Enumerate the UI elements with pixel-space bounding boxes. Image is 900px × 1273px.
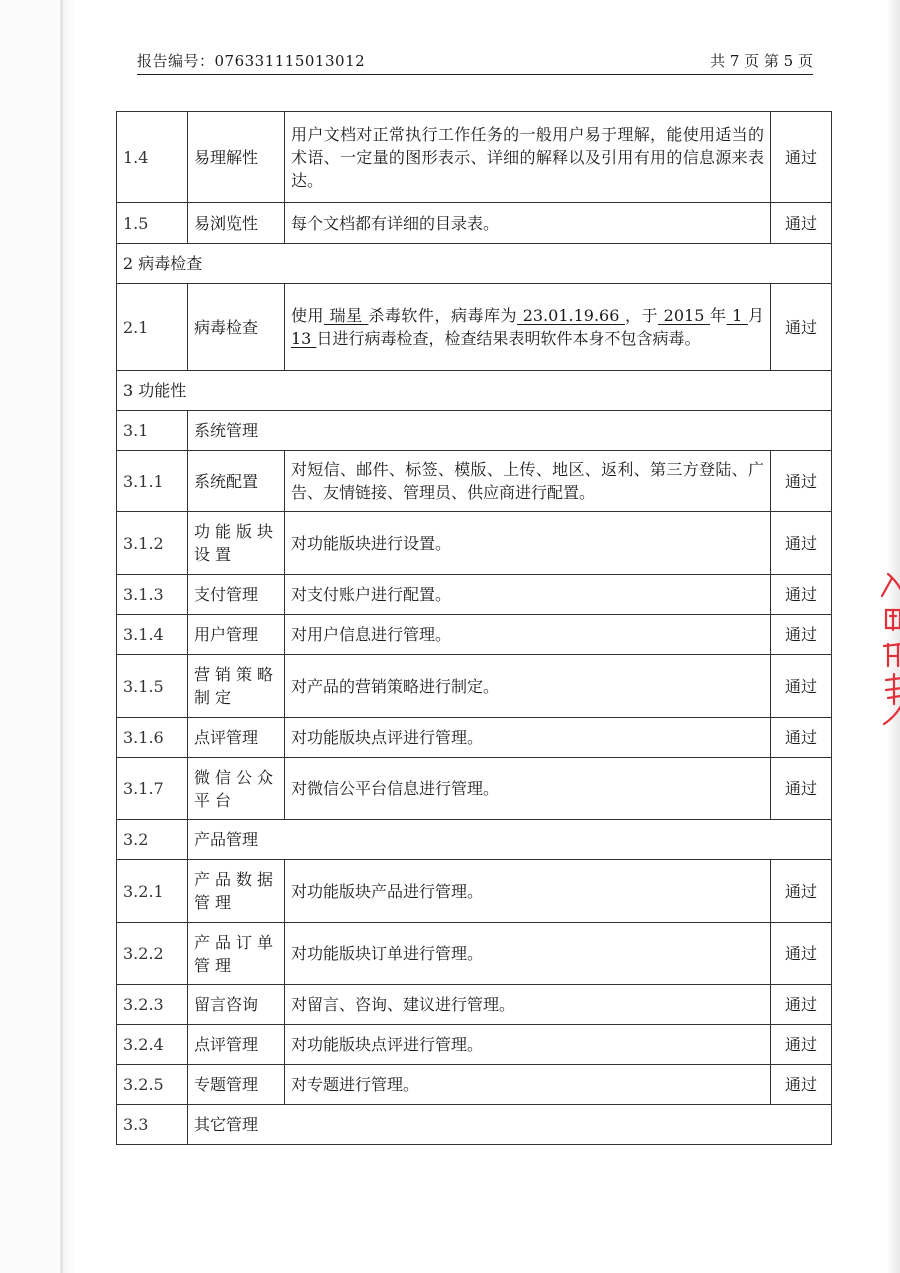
item-description: 对微信公平台信息进行管理。 — [285, 758, 771, 820]
item-number: 3.2.5 — [117, 1065, 188, 1105]
subsection-title: 产品管理 — [188, 820, 832, 860]
item-result: 通过 — [771, 1025, 832, 1065]
table-row — [117, 1025, 832, 1065]
table-row — [117, 512, 832, 575]
item-name: 支付管理 — [188, 575, 285, 615]
subsection-title: 其它管理 — [188, 1105, 832, 1145]
red-seal-stamp — [868, 570, 900, 730]
table-row — [117, 985, 832, 1025]
item-name: 功能版块设置 — [188, 512, 285, 575]
test-result-table — [116, 111, 832, 1145]
table-row — [117, 615, 832, 655]
subsection-row — [117, 820, 832, 860]
item-name: 营销策略制定 — [188, 655, 285, 718]
item-result: 通过 — [771, 758, 832, 820]
item-description: 对专题进行管理。 — [285, 1065, 771, 1105]
item-result: 通过 — [771, 1065, 832, 1105]
item-result: 通过 — [771, 718, 832, 758]
desc-text: 杀毒软件，病毒库为 — [368, 306, 518, 325]
item-name: 病毒检查 — [188, 284, 285, 371]
page-info: 共 7 页 第 5 页 — [710, 52, 813, 70]
item-number: 3.1.6 — [117, 718, 188, 758]
scan-left-edge — [0, 0, 76, 1273]
item-result: 通过 — [771, 860, 832, 923]
item-number: 3.3 — [117, 1105, 188, 1145]
item-result: 通过 — [771, 923, 832, 985]
check-day: 13 — [291, 329, 317, 348]
subsection-row — [117, 411, 832, 451]
item-result: 通过 — [771, 112, 832, 203]
item-description: 对支付账户进行配置。 — [285, 575, 771, 615]
item-name: 易理解性 — [188, 112, 285, 203]
section-title: 3 功能性 — [117, 371, 832, 411]
desc-text: ，于 — [625, 306, 659, 325]
item-number: 3.1.4 — [117, 615, 188, 655]
item-result: 通过 — [771, 615, 832, 655]
desc-text: 月 — [747, 306, 764, 325]
item-number: 2.1 — [117, 284, 188, 371]
antivirus-name: 瑞星 — [324, 306, 369, 325]
item-name: 点评管理 — [188, 718, 285, 758]
item-description: 对功能版块产品进行管理。 — [285, 860, 771, 923]
item-number: 3.1.7 — [117, 758, 188, 820]
item-name: 系统配置 — [188, 451, 285, 512]
item-result: 通过 — [771, 451, 832, 512]
section-row — [117, 371, 832, 411]
item-description: 对功能版块点评进行管理。 — [285, 1025, 771, 1065]
item-result: 通过 — [771, 512, 832, 575]
item-name: 微信公众平台 — [188, 758, 285, 820]
desc-text: 日进行病毒检查，检查结果表明软件本身不包含病毒。 — [316, 329, 701, 348]
item-number: 3.1.3 — [117, 575, 188, 615]
subsection-title: 系统管理 — [188, 411, 832, 451]
item-name: 产品订单管理 — [188, 923, 285, 985]
table-row — [117, 575, 832, 615]
item-description: 每个文档都有详细的目录表。 — [285, 203, 771, 244]
item-number: 3.1.1 — [117, 451, 188, 512]
section-title: 2 病毒检查 — [117, 244, 832, 284]
item-result: 通过 — [771, 575, 832, 615]
item-description: 对用户信息进行管理。 — [285, 615, 771, 655]
item-name: 产品数据管理 — [188, 860, 285, 923]
item-result: 通过 — [771, 985, 832, 1025]
item-description: 对短信、邮件、标签、模版、上传、地区、返利、第三方登陆、广告、友情链接、管理员、供应商进行配置。 — [285, 451, 771, 512]
item-number: 3.1.5 — [117, 655, 188, 718]
item-number: 3.2.1 — [117, 860, 188, 923]
section-row — [117, 244, 832, 284]
item-result: 通过 — [771, 203, 832, 244]
item-description: 用户文档对正常执行工作任务的一般用户易于理解，能使用适当的术语、一定量的图形表示、详细的解释以及引用有用的信息源来表达。 — [285, 112, 771, 203]
table-row — [117, 923, 832, 985]
page-header — [137, 48, 813, 75]
desc-text: 使用 — [291, 306, 325, 325]
item-name: 专题管理 — [188, 1065, 285, 1105]
desc-text: 年 — [710, 306, 727, 325]
item-result: 通过 — [771, 655, 832, 718]
item-name: 易浏览性 — [188, 203, 285, 244]
check-year: 2015 — [658, 306, 711, 325]
table-row — [117, 203, 832, 244]
table-row — [117, 655, 832, 718]
table-row — [117, 112, 832, 203]
item-number: 3.2.3 — [117, 985, 188, 1025]
item-description: 对功能版块点评进行管理。 — [285, 718, 771, 758]
table-row — [117, 1065, 832, 1105]
table-row — [117, 284, 832, 371]
item-number: 1.5 — [117, 203, 188, 244]
item-description: 对留言、咨询、建议进行管理。 — [285, 985, 771, 1025]
item-description: 对产品的营销策略进行制定。 — [285, 655, 771, 718]
virus-db-version: 23.01.19.66 — [517, 306, 625, 325]
table-row — [117, 758, 832, 820]
subsection-row — [117, 1105, 832, 1145]
item-number: 3.2.4 — [117, 1025, 188, 1065]
item-description: 对功能版块订单进行管理。 — [285, 923, 771, 985]
item-name: 点评管理 — [188, 1025, 285, 1065]
table-row — [117, 718, 832, 758]
item-description — [285, 284, 771, 371]
report-number: 报告编号：076331115013012 — [137, 52, 366, 70]
table-row — [117, 451, 832, 512]
item-result: 通过 — [771, 284, 832, 371]
item-number: 1.4 — [117, 112, 188, 203]
item-number: 3.2 — [117, 820, 188, 860]
item-name: 用户管理 — [188, 615, 285, 655]
item-number: 3.1 — [117, 411, 188, 451]
check-month: 1 — [726, 306, 748, 325]
table-row — [117, 860, 832, 923]
item-number: 3.1.2 — [117, 512, 188, 575]
item-description: 对功能版块进行设置。 — [285, 512, 771, 575]
item-number: 3.2.2 — [117, 923, 188, 985]
item-name: 留言咨询 — [188, 985, 285, 1025]
